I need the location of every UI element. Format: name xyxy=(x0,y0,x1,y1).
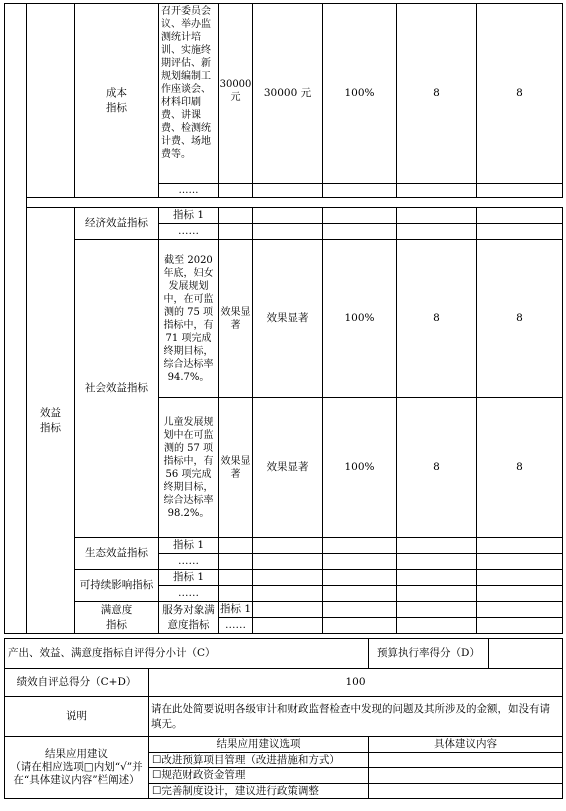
ecological-item-1: 指标 1 xyxy=(159,538,219,554)
advice-label: 结果应用建议 （请在相应选项□内划“√”并在“具体建议内容”栏阐述） xyxy=(5,737,149,799)
benefit-group-label: 效益 指标 xyxy=(27,208,75,634)
total-score-label: 绩效自评总得分（C+D） xyxy=(5,669,149,697)
economic-item-2: …… xyxy=(159,224,219,240)
cost-actual-value: 30000 元 xyxy=(253,4,323,184)
note-label: 说明 xyxy=(5,697,149,737)
subtotal-label: 产出、效益、满意度指标自评得分小计（C） xyxy=(5,639,369,669)
advice-detail-header: 具体建议内容 xyxy=(369,737,563,753)
advice-detail-1[interactable] xyxy=(369,752,563,768)
outer-category-cell xyxy=(5,4,27,634)
cost-annual-target: 30000 元 xyxy=(219,4,253,184)
social-weight-2: 8 xyxy=(397,398,477,538)
advice-detail-2[interactable] xyxy=(369,768,563,784)
budget-rate-label: 预算执行率得分（D） xyxy=(369,639,489,669)
social-indicator-label: 社会效益指标 xyxy=(75,240,159,538)
summary-table xyxy=(4,638,563,799)
evaluation-table xyxy=(4,3,563,634)
social-score-2: 8 xyxy=(477,398,563,538)
cost-completion-rate: 100% xyxy=(323,4,397,184)
sustainable-item-1: 指标 1 xyxy=(159,570,219,586)
cost-ellipsis: …… xyxy=(159,184,219,198)
social-annual-2: 效果显著 xyxy=(219,398,253,538)
ecological-indicator-label: 生态效益指标 xyxy=(75,538,159,570)
service-item-2: …… xyxy=(219,618,253,634)
service-indicator-label: 服务对象满意度指标 xyxy=(159,602,219,634)
social-rate-1: 100% xyxy=(323,240,397,398)
spacer-row xyxy=(27,198,563,208)
economic-item-1: 指标 1 xyxy=(159,208,219,224)
social-content-1: 截至 2020 年底，妇女发展规划中，在可监测的 75 项指标中，有 71 项完成终期目标，综合达标率 94.7%。 xyxy=(159,240,219,398)
social-content-2: 儿童发展规划中在可监测的 57 项指标中，有 56 项完成终期目标，综合达标率 98.2%。 xyxy=(159,398,219,538)
economic-indicator-label: 经济效益指标 xyxy=(75,208,159,240)
satisfaction-group-label: 满意度 指标 xyxy=(75,602,159,634)
sustainable-item-2: …… xyxy=(159,586,219,602)
social-score-1: 8 xyxy=(477,240,563,398)
social-weight-1: 8 xyxy=(397,240,477,398)
cost-self-score: 8 xyxy=(477,4,563,184)
advice-option-2[interactable]: ☐规范财政资金管理 xyxy=(149,768,369,784)
cost-weight-score: 8 xyxy=(397,4,477,184)
cost-group-cell xyxy=(27,4,75,198)
cost-content-cell: 召开委员会议、举办监测统计培训、实施终期评估、新规划编制工作座谈会、材料印刷费、讲课费、检测统计费、场地费等。 xyxy=(159,4,219,184)
social-actual-1: 效果显著 xyxy=(253,240,323,398)
social-annual-1: 效果显著 xyxy=(219,240,253,398)
advice-detail-3[interactable] xyxy=(369,783,563,799)
budget-rate-value xyxy=(489,639,563,669)
total-score-value: 100 xyxy=(149,669,563,697)
advice-option-3[interactable]: ☐完善制度设计，建议进行政策调整 xyxy=(149,783,369,799)
social-actual-2: 效果显著 xyxy=(253,398,323,538)
cost-indicator-label: 成本 指标 xyxy=(75,4,159,198)
advice-options-header: 结果应用建议选项 xyxy=(149,737,369,753)
service-item-1: 指标 1 xyxy=(219,602,253,618)
ecological-item-2: …… xyxy=(159,554,219,570)
sustainable-indicator-label: 可持续影响指标 xyxy=(75,570,159,602)
social-rate-2: 100% xyxy=(323,398,397,538)
note-text: 请在此处简要说明各级审计和财政监督检查中发现的问题及其所涉及的金额，如没有请填无。 xyxy=(149,697,563,737)
advice-option-1[interactable]: ☐改进预算项目管理（改进措施和方式） xyxy=(149,752,369,768)
